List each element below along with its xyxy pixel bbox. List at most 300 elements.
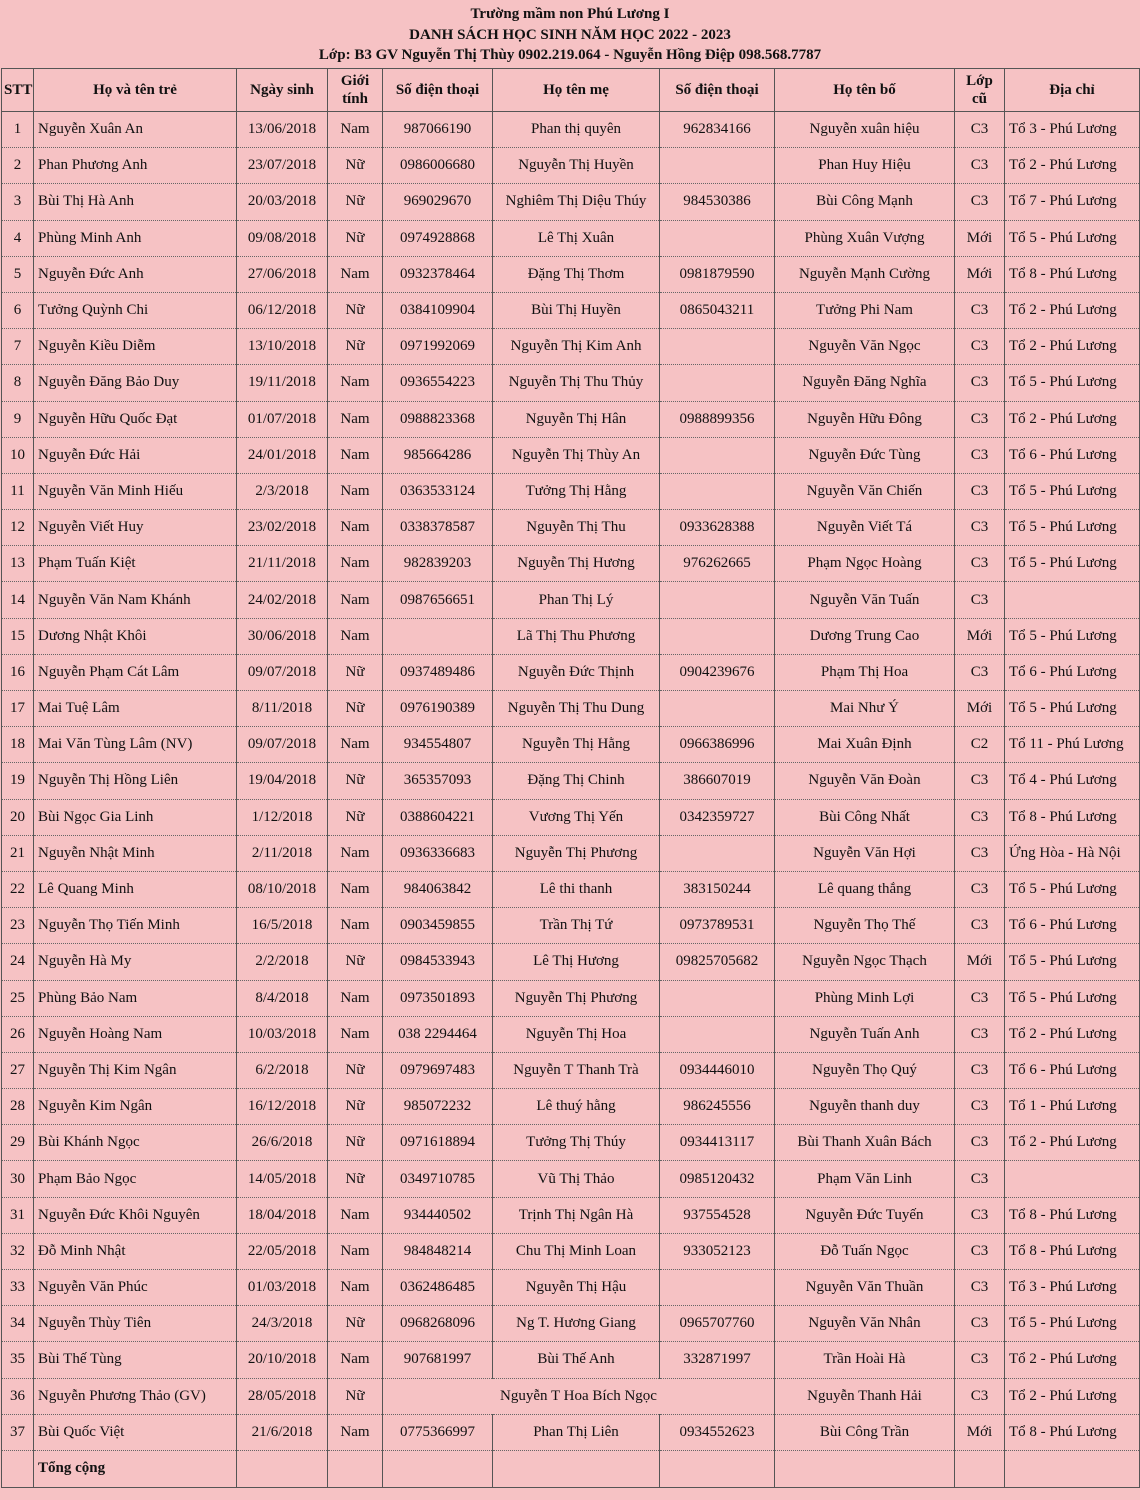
list-title: DANH SÁCH HỌC SINH NĂM HỌC 2022 - 2023 [409, 26, 731, 43]
school-name: Trường mầm non Phú Lương I [470, 6, 670, 22]
cell-phone [383, 618, 493, 654]
col-header-birthdate: Ngày sinh [237, 69, 328, 112]
cell-gender: Nam [328, 582, 383, 618]
cell-gender: Nam [328, 618, 383, 654]
cell-gender: Nữ [328, 1125, 383, 1161]
cell-previous-class: C3 [955, 1342, 1005, 1378]
cell-phone: 985664286 [383, 437, 493, 473]
cell-child-name: Bùi Khánh Ngọc [34, 1125, 237, 1161]
cell-birthdate: 1/12/2018 [237, 799, 328, 835]
col-header-stt: STT [2, 69, 34, 112]
cell-stt: 13 [2, 546, 34, 582]
table-row [2, 944, 1140, 980]
table-row [2, 1089, 1140, 1125]
table-row [2, 1197, 1140, 1233]
table-row [2, 1414, 1140, 1450]
cell-previous-class: Mới [955, 618, 1005, 654]
cell-stt: 20 [2, 799, 34, 835]
cell-mother-name: Đặng Thị Thơm [493, 256, 660, 292]
cell-birthdate: 13/06/2018 [237, 112, 328, 148]
cell-phone: 907681997 [383, 1342, 493, 1378]
cell-phone: 0979697483 [383, 1052, 493, 1088]
cell-child-name: Nguyễn Nhật Minh [34, 835, 237, 871]
class-teacher-line: Lớp: B3 GV Nguyễn Thị Thùy 0902.219.064 - Nguyễn Hồng Điệp 098.568.7787 [318, 47, 822, 63]
cell-mother-name: Trịnh Thị Ngân Hà [493, 1197, 660, 1233]
col-header-mother-name: Họ tên mẹ [493, 69, 660, 112]
cell-stt: 34 [2, 1306, 34, 1342]
cell-mother-name: Chu Thị Minh Loan [493, 1233, 660, 1269]
cell-address: Tổ 11 - Phú Lương [1005, 727, 1140, 763]
cell-birthdate: 24/02/2018 [237, 582, 328, 618]
cell-father-name: Nguyễn Hữu Đông [775, 401, 955, 437]
total-label: Tổng cộng [34, 1450, 237, 1487]
cell-mother-name: Nguyễn Đức Thịnh [493, 654, 660, 690]
cell-address: Tổ 5 - Phú Lương [1005, 944, 1140, 980]
cell-address: Tổ 5 - Phú Lương [1005, 473, 1140, 509]
cell-child-name: Bùi Quốc Việt [34, 1414, 237, 1450]
cell-previous-class: C3 [955, 835, 1005, 871]
cell-mother-phone: 984530386 [660, 184, 775, 220]
cell-birthdate: 16/5/2018 [237, 908, 328, 944]
cell-stt: 18 [2, 727, 34, 763]
cell-father-name: Phạm Thị Hoa [775, 654, 955, 690]
table-row [2, 1342, 1140, 1378]
cell-mother-phone: 0933628388 [660, 510, 775, 546]
cell-father-name: Nguyễn xuân hiệu [775, 112, 955, 148]
cell-birthdate: 6/2/2018 [237, 1052, 328, 1088]
cell-mother-phone [660, 437, 775, 473]
cell-father-name: Mai Xuân Định [775, 727, 955, 763]
cell-gender: Nữ [328, 691, 383, 727]
cell-mother-phone: 0965707760 [660, 1306, 775, 1342]
cell-birthdate: 18/04/2018 [237, 1197, 328, 1233]
cell-previous-class: C3 [955, 148, 1005, 184]
table-row [2, 256, 1140, 292]
cell-mother-name: Bùi Thế Anh [493, 1342, 660, 1378]
cell-previous-class: C3 [955, 582, 1005, 618]
cell-father-name: Nguyễn Viết Tá [775, 510, 955, 546]
table-row [2, 1270, 1140, 1306]
table-row [2, 112, 1140, 148]
cell-stt: 1 [2, 112, 34, 148]
cell-stt: 24 [2, 944, 34, 980]
cell-father-name: Phạm Văn Linh [775, 1161, 955, 1197]
table-row [2, 871, 1140, 907]
cell-father-name: Nguyễn Đức Tuyến [775, 1197, 955, 1233]
cell-father-name: Phan Huy Hiệu [775, 148, 955, 184]
cell-stt: 32 [2, 1233, 34, 1269]
table-row [2, 1306, 1140, 1342]
cell-child-name: Nguyễn Phạm Cát Lâm [34, 654, 237, 690]
cell-gender: Nữ [328, 184, 383, 220]
cell-address: Tổ 1 - Phú Lương [1005, 1089, 1140, 1125]
table-row [2, 437, 1140, 473]
table-row [2, 329, 1140, 365]
cell-birthdate: 28/05/2018 [237, 1378, 328, 1414]
cell-gender: Nam [328, 980, 383, 1016]
table-row [2, 1378, 1140, 1414]
cell-gender: Nữ [328, 799, 383, 835]
cell-mother-phone: 386607019 [660, 763, 775, 799]
cell-child-name: Nguyễn Viết Huy [34, 510, 237, 546]
cell-phone: 985072232 [383, 1089, 493, 1125]
cell-child-name: Nguyễn Đăng Bảo Duy [34, 365, 237, 401]
cell-address: Tổ 2 - Phú Lương [1005, 1378, 1140, 1414]
cell-father-name: Tưởng Phi Nam [775, 292, 955, 328]
cell-stt: 17 [2, 691, 34, 727]
cell-birthdate: 01/07/2018 [237, 401, 328, 437]
cell-child-name: Nguyễn Phương Thảo (GV) [34, 1378, 237, 1414]
cell-stt: 30 [2, 1161, 34, 1197]
cell-address: Tổ 5 - Phú Lương [1005, 980, 1140, 1016]
cell-child-name: Bùi Ngọc Gia Linh [34, 799, 237, 835]
cell-address: Tổ 4 - Phú Lương [1005, 763, 1140, 799]
cell-previous-class: C3 [955, 1161, 1005, 1197]
cell-address: Tổ 2 - Phú Lương [1005, 329, 1140, 365]
cell-child-name: Nguyễn Văn Nam Khánh [34, 582, 237, 618]
cell-father-name: Nguyễn Đức Tùng [775, 437, 955, 473]
cell-mother-name: Nguyễn Thị Hằng [493, 727, 660, 763]
cell-phone: 0988823368 [383, 401, 493, 437]
cell-mother-phone: 0981879590 [660, 256, 775, 292]
cell-mother-name: Phan Thị Liên [493, 1414, 660, 1450]
cell-father-name: Nguyễn Văn Tuấn [775, 582, 955, 618]
cell-child-name: Nguyễn Đức Anh [34, 256, 237, 292]
total-cell-empty [2, 1450, 34, 1487]
cell-previous-class: C3 [955, 871, 1005, 907]
cell-child-name: Lê Quang Minh [34, 871, 237, 907]
table-row [2, 582, 1140, 618]
cell-mother-name: Nguyễn Thị Hậu [493, 1270, 660, 1306]
cell-birthdate: 24/01/2018 [237, 437, 328, 473]
table-row [2, 908, 1140, 944]
cell-previous-class: C3 [955, 401, 1005, 437]
cell-mother-name: Nguyễn Thị Huyền [493, 148, 660, 184]
cell-stt: 31 [2, 1197, 34, 1233]
cell-phone: 0349710785 [383, 1161, 493, 1197]
cell-mother-phone: 0985120432 [660, 1161, 775, 1197]
cell-father-name: Nguyễn Thanh Hải [775, 1378, 955, 1414]
cell-stt: 28 [2, 1089, 34, 1125]
cell-mother-phone: 0988899356 [660, 401, 775, 437]
cell-address: Tổ 5 - Phú Lương [1005, 618, 1140, 654]
cell-child-name: Nguyễn Thị Hồng Liên [34, 763, 237, 799]
cell-mother-phone [660, 582, 775, 618]
table-row [2, 1016, 1140, 1052]
cell-address: Tổ 7 - Phú Lương [1005, 184, 1140, 220]
cell-mother-name: Lê thi thanh [493, 871, 660, 907]
cell-mother-phone [660, 329, 775, 365]
cell-birthdate: 2/11/2018 [237, 835, 328, 871]
cell-child-name: Nguyễn Xuân An [34, 112, 237, 148]
col-header-previous-class: Lớp cũ [955, 69, 1005, 112]
cell-stt: 16 [2, 654, 34, 690]
table-row [2, 1233, 1140, 1269]
table-row [2, 654, 1140, 690]
col-header-mother-phone: Số điện thoại [660, 69, 775, 112]
cell-child-name: Bùi Thị Hà Anh [34, 184, 237, 220]
cell-address: Tổ 5 - Phú Lương [1005, 691, 1140, 727]
cell-previous-class: C3 [955, 1233, 1005, 1269]
cell-previous-class: C3 [955, 980, 1005, 1016]
cell-stt: 12 [2, 510, 34, 546]
cell-child-name: Nguyễn Thọ Tiến Minh [34, 908, 237, 944]
cell-mother-name: Nguyễn Thị Thu Thủy [493, 365, 660, 401]
cell-previous-class: C3 [955, 908, 1005, 944]
cell-mother-name: Nguyễn Thị Thu [493, 510, 660, 546]
total-row [2, 1450, 1140, 1487]
cell-stt: 6 [2, 292, 34, 328]
cell-stt: 4 [2, 220, 34, 256]
cell-mother-phone: 0973789531 [660, 908, 775, 944]
cell-gender: Nữ [328, 654, 383, 690]
cell-address: Tổ 6 - Phú Lương [1005, 908, 1140, 944]
cell-mother-phone: 962834166 [660, 112, 775, 148]
cell-phone: 0976190389 [383, 691, 493, 727]
col-header-father-name: Họ tên bố [775, 69, 955, 112]
cell-address: Tổ 5 - Phú Lương [1005, 1306, 1140, 1342]
cell-previous-class: C3 [955, 292, 1005, 328]
cell-father-name: Bùi Thanh Xuân Bách [775, 1125, 955, 1161]
cell-gender: Nữ [328, 220, 383, 256]
cell-father-name: Nguyễn Mạnh Cường [775, 256, 955, 292]
cell-stt: 21 [2, 835, 34, 871]
cell-phone: 0362486485 [383, 1270, 493, 1306]
cell-child-name: Phạm Bảo Ngọc [34, 1161, 237, 1197]
cell-address: Tổ 6 - Phú Lương [1005, 437, 1140, 473]
cell-gender: Nam [328, 871, 383, 907]
cell-previous-class: C3 [955, 437, 1005, 473]
cell-phone: 038 2294464 [383, 1016, 493, 1052]
table-row [2, 184, 1140, 220]
cell-child-name: Nguyễn Hà My [34, 944, 237, 980]
cell-child-name: Phan Phương Anh [34, 148, 237, 184]
cell-address: Tổ 8 - Phú Lương [1005, 799, 1140, 835]
cell-phone: 0971618894 [383, 1125, 493, 1161]
cell-address: Tổ 2 - Phú Lương [1005, 1016, 1140, 1052]
cell-gender: Nam [328, 510, 383, 546]
cell-gender: Nam [328, 1414, 383, 1450]
cell-father-name: Nguyễn Văn Ngọc [775, 329, 955, 365]
cell-father-name: Dương Trung Cao [775, 618, 955, 654]
cell-gender: Nữ [328, 944, 383, 980]
table-row [2, 510, 1140, 546]
cell-previous-class: C3 [955, 1306, 1005, 1342]
cell-child-name: Nguyễn Hữu Quốc Đạt [34, 401, 237, 437]
cell-mother-phone: 976262665 [660, 546, 775, 582]
cell-mother-name: Nguyễn T Thanh Trà [493, 1052, 660, 1088]
cell-address: Tổ 6 - Phú Lương [1005, 654, 1140, 690]
cell-address: Tổ 8 - Phú Lương [1005, 1414, 1140, 1450]
cell-phone: 0903459855 [383, 908, 493, 944]
cell-mother-phone [660, 1016, 775, 1052]
cell-father-name: Đỗ Tuấn Ngọc [775, 1233, 955, 1269]
cell-mother-phone [660, 618, 775, 654]
cell-address: Tổ 2 - Phú Lương [1005, 148, 1140, 184]
cell-mother-phone: 0934552623 [660, 1414, 775, 1450]
cell-mother-phone: 0904239676 [660, 654, 775, 690]
cell-phone: 0932378464 [383, 256, 493, 292]
cell-father-name: Lê quang thắng [775, 871, 955, 907]
cell-previous-class: C3 [955, 1016, 1005, 1052]
cell-father-name: Trần Hoài Hà [775, 1342, 955, 1378]
cell-previous-class: Mới [955, 944, 1005, 980]
cell-mother-name: Nguyễn Thị Hoa [493, 1016, 660, 1052]
table-row [2, 365, 1140, 401]
cell-mother-phone [660, 220, 775, 256]
cell-phone: 365357093 [383, 763, 493, 799]
cell-child-name: Nguyễn Hoàng Nam [34, 1016, 237, 1052]
cell-mother-name: Lê Thị Hương [493, 944, 660, 980]
cell-birthdate: 01/03/2018 [237, 1270, 328, 1306]
cell-address: Tổ 8 - Phú Lương [1005, 256, 1140, 292]
cell-mother-name: Lê thuý hằng [493, 1089, 660, 1125]
cell-mother-phone [660, 473, 775, 509]
cell-father-name: Nguyễn Văn Hợi [775, 835, 955, 871]
table-row [2, 546, 1140, 582]
table-row [2, 1125, 1140, 1161]
cell-address: Tổ 3 - Phú Lương [1005, 112, 1140, 148]
cell-mother-name: Phan Thị Lý [493, 582, 660, 618]
cell-previous-class: C2 [955, 727, 1005, 763]
cell-birthdate: 22/05/2018 [237, 1233, 328, 1269]
cell-mother-name: Nguyễn Thị Hương [493, 546, 660, 582]
cell-mother-phone: 0342359727 [660, 799, 775, 835]
cell-birthdate: 20/10/2018 [237, 1342, 328, 1378]
cell-birthdate: 27/06/2018 [237, 256, 328, 292]
cell-phone: 0937489486 [383, 654, 493, 690]
cell-child-name: Đỗ Minh Nhật [34, 1233, 237, 1269]
cell-mother-name: Trần Thị Tứ [493, 908, 660, 944]
cell-address: Tổ 5 - Phú Lương [1005, 546, 1140, 582]
cell-stt: 26 [2, 1016, 34, 1052]
cell-mother-name: Vũ Thị Thảo [493, 1161, 660, 1197]
cell-gender: Nam [328, 546, 383, 582]
table-row [2, 691, 1140, 727]
cell-birthdate: 23/07/2018 [237, 148, 328, 184]
cell-stt: 9 [2, 401, 34, 437]
cell-mother-name: Nghiêm Thị Diệu Thúy [493, 184, 660, 220]
cell-gender: Nam [328, 835, 383, 871]
cell-mother-phone: 0865043211 [660, 292, 775, 328]
cell-gender: Nữ [328, 763, 383, 799]
cell-address: Tổ 8 - Phú Lương [1005, 1197, 1140, 1233]
cell-father-name: Bùi Công Mạnh [775, 184, 955, 220]
table-row [2, 980, 1140, 1016]
cell-phone: 934554807 [383, 727, 493, 763]
cell-mother-phone: 933052123 [660, 1233, 775, 1269]
cell-gender: Nam [328, 401, 383, 437]
cell-birthdate: 19/11/2018 [237, 365, 328, 401]
cell-birthdate: 08/10/2018 [237, 871, 328, 907]
table-row [2, 220, 1140, 256]
cell-mother-name: Phan thị quyên [493, 112, 660, 148]
cell-previous-class: C3 [955, 365, 1005, 401]
cell-stt: 3 [2, 184, 34, 220]
cell-father-name: Nguyễn Văn Nhân [775, 1306, 955, 1342]
cell-mother-name: Ng T. Hương Giang [493, 1306, 660, 1342]
cell-father-name: Nguyễn Đăng Nghĩa [775, 365, 955, 401]
cell-previous-class: Mới [955, 256, 1005, 292]
cell-address: Tổ 5 - Phú Lương [1005, 220, 1140, 256]
cell-stt: 14 [2, 582, 34, 618]
cell-stt: 25 [2, 980, 34, 1016]
cell-stt: 22 [2, 871, 34, 907]
cell-birthdate: 24/3/2018 [237, 1306, 328, 1342]
cell-father-name: Nguyễn Văn Đoàn [775, 763, 955, 799]
cell-father-name: Nguyễn Văn Thuần [775, 1270, 955, 1306]
cell-phone: 0973501893 [383, 980, 493, 1016]
cell-address: Tổ 2 - Phú Lương [1005, 1125, 1140, 1161]
cell-previous-class: C3 [955, 763, 1005, 799]
col-header-phone: Số điện thoại [383, 69, 493, 112]
cell-address: Tổ 5 - Phú Lương [1005, 510, 1140, 546]
cell-previous-class: C3 [955, 1052, 1005, 1088]
table-row [2, 799, 1140, 835]
cell-mother-phone: 0934413117 [660, 1125, 775, 1161]
table-row [2, 401, 1140, 437]
cell-phone: 0388604221 [383, 799, 493, 835]
table-row [2, 1161, 1140, 1197]
cell-mother-name: Tưởng Thị Thúy [493, 1125, 660, 1161]
cell-mother-phone [660, 980, 775, 1016]
cell-stt: 11 [2, 473, 34, 509]
table-row [2, 835, 1140, 871]
cell-child-name: Nguyễn Văn Phúc [34, 1270, 237, 1306]
document-header [0, 0, 1140, 68]
cell-mother-name: Tưởng Thị Hằng [493, 473, 660, 509]
cell-address: Ứng Hòa - Hà Nội [1005, 835, 1140, 871]
cell-gender: Nam [328, 1342, 383, 1378]
cell-birthdate: 26/6/2018 [237, 1125, 328, 1161]
table-row [2, 473, 1140, 509]
cell-phone: 982839203 [383, 546, 493, 582]
cell-child-name: Nguyễn Đức Khôi Nguyên [34, 1197, 237, 1233]
cell-stt: 36 [2, 1378, 34, 1414]
cell-address: Tổ 2 - Phú Lương [1005, 401, 1140, 437]
cell-address: Tổ 2 - Phú Lương [1005, 1342, 1140, 1378]
cell-previous-class: C3 [955, 184, 1005, 220]
cell-birthdate: 09/07/2018 [237, 654, 328, 690]
cell-birthdate: 06/12/2018 [237, 292, 328, 328]
cell-phone: 0936554223 [383, 365, 493, 401]
cell-father-name: Bùi Công Trần [775, 1414, 955, 1450]
cell-child-name: Nguyễn Kim Ngân [34, 1089, 237, 1125]
cell-gender: Nam [328, 1197, 383, 1233]
cell-stt: 35 [2, 1342, 34, 1378]
cell-phone: 0363533124 [383, 473, 493, 509]
cell-birthdate: 2/3/2018 [237, 473, 328, 509]
cell-previous-class: Mới [955, 220, 1005, 256]
col-header-address: Địa chỉ [1005, 69, 1140, 112]
cell-address [1005, 1161, 1140, 1197]
cell-phone: 0987656651 [383, 582, 493, 618]
cell-address: Tổ 2 - Phú Lương [1005, 292, 1140, 328]
cell-mother-name: Nguyễn Thị Phương [493, 980, 660, 1016]
cell-gender: Nữ [328, 1161, 383, 1197]
cell-gender: Nam [328, 1233, 383, 1269]
cell-phone: 984063842 [383, 871, 493, 907]
cell-address [1005, 582, 1140, 618]
cell-stt: 8 [2, 365, 34, 401]
cell-stt: 29 [2, 1125, 34, 1161]
cell-previous-class: C3 [955, 473, 1005, 509]
cell-mother-phone [660, 691, 775, 727]
cell-stt: 7 [2, 329, 34, 365]
cell-address: Tổ 5 - Phú Lương [1005, 365, 1140, 401]
cell-birthdate: 19/04/2018 [237, 763, 328, 799]
cell-child-name: Mai Tuệ Lâm [34, 691, 237, 727]
